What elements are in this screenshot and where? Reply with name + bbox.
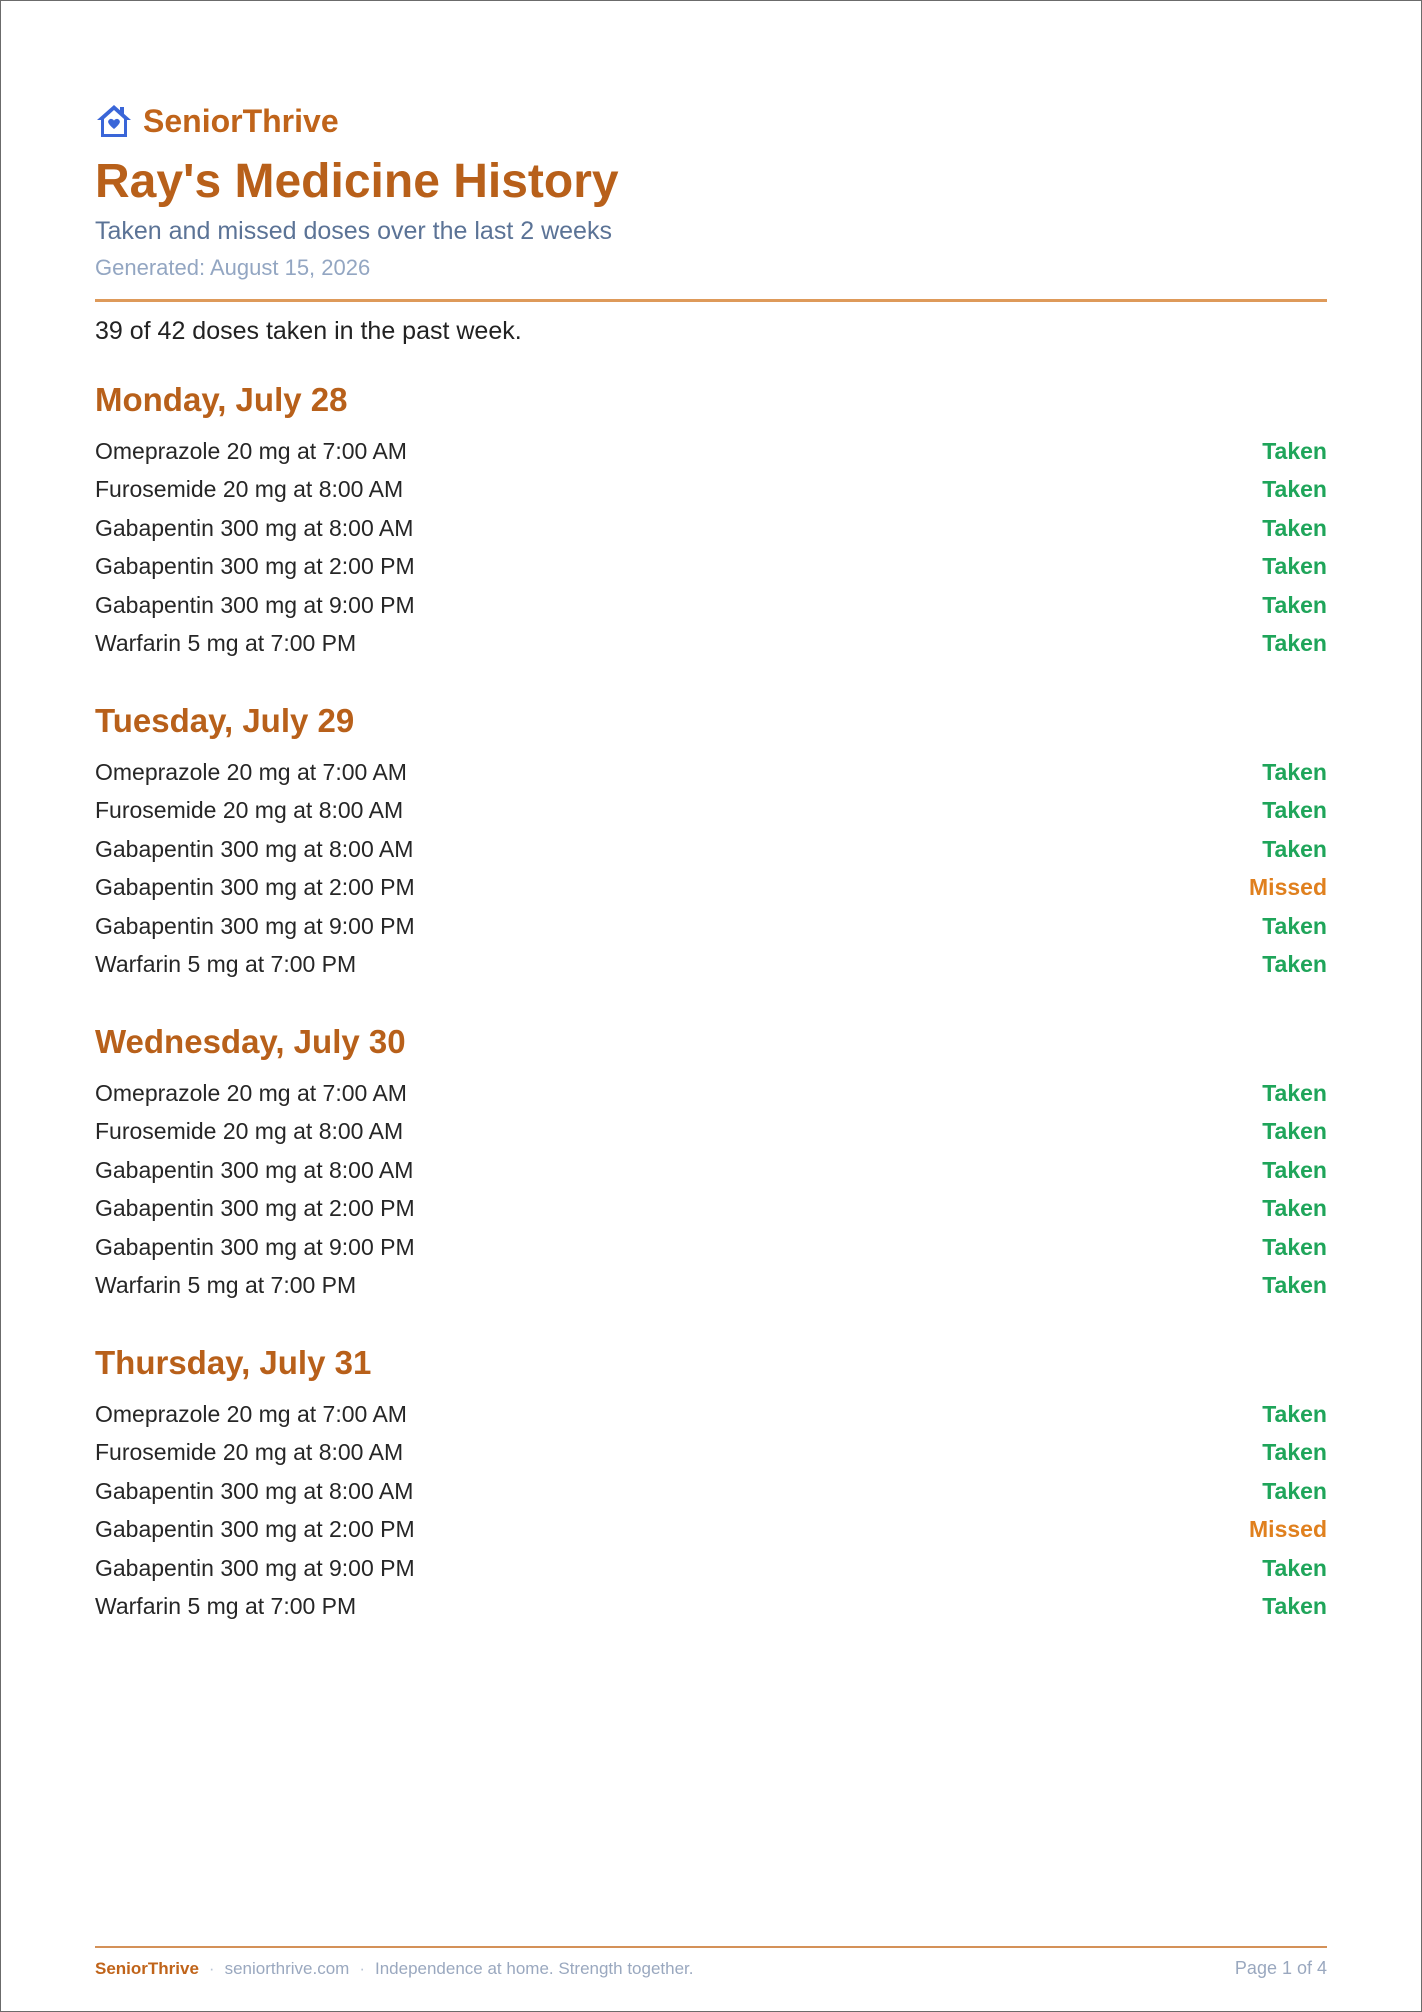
house-heart-icon (95, 103, 133, 139)
dose-label: Furosemide 20 mg at 8:00 AM (95, 1118, 404, 1145)
dose-status: Taken (1262, 1593, 1327, 1620)
dose-row (95, 792, 1327, 831)
page-number: Page 1 of 4 (1234, 1958, 1327, 1978)
dose-status: Taken (1262, 1156, 1327, 1183)
dose-label: Gabapentin 300 mg at 2:00 PM (95, 1516, 415, 1543)
day-section (95, 1020, 1327, 1305)
dose-row (95, 1588, 1327, 1627)
dose-row (95, 1228, 1327, 1267)
brand (95, 101, 1327, 141)
footer-tagline: Independence at home. Strength together. (374, 1958, 694, 1978)
dose-label: Gabapentin 300 mg at 8:00 AM (95, 514, 414, 541)
dose-row (95, 471, 1327, 510)
header-divider (95, 299, 1327, 302)
day-heading: Tuesday, July 29 (95, 702, 355, 739)
dose-row (95, 1395, 1327, 1434)
day-list (95, 378, 1327, 1626)
dose-row (95, 548, 1327, 587)
dose-status: Missed (1249, 1516, 1327, 1543)
dose-label: Gabapentin 300 mg at 9:00 PM (95, 591, 415, 618)
dose-status: Taken (1262, 1079, 1327, 1106)
dose-row (95, 869, 1327, 908)
dose-label: Gabapentin 300 mg at 8:00 AM (95, 1156, 414, 1183)
dose-label: Furosemide 20 mg at 8:00 AM (95, 1439, 404, 1466)
dose-row (95, 753, 1327, 792)
dose-label: Gabapentin 300 mg at 8:00 AM (95, 1477, 414, 1504)
generated-date: Generated: August 15, 2026 (95, 255, 371, 280)
dose-row (95, 1151, 1327, 1190)
day-section (95, 699, 1327, 984)
footer-website[interactable]: seniorthrive.com (224, 1958, 350, 1978)
dose-row (95, 509, 1327, 548)
dose-row (95, 907, 1327, 946)
dose-row (95, 1267, 1327, 1306)
dose-label: Furosemide 20 mg at 8:00 AM (95, 476, 404, 503)
day-heading: Monday, July 28 (95, 381, 348, 418)
dose-status: Taken (1262, 1195, 1327, 1222)
dose-label: Warfarin 5 mg at 7:00 PM (95, 1593, 357, 1620)
day-heading: Thursday, July 31 (95, 1344, 372, 1381)
dose-status: Taken (1262, 912, 1327, 939)
dose-status: Taken (1262, 835, 1327, 862)
dose-row (95, 1190, 1327, 1229)
page-subtitle: Taken and missed doses over the last 2 weeks (95, 217, 612, 245)
dose-label: Gabapentin 300 mg at 9:00 PM (95, 1233, 415, 1260)
dose-label: Omeprazole 20 mg at 7:00 AM (95, 437, 407, 464)
dose-label: Omeprazole 20 mg at 7:00 AM (95, 1079, 407, 1106)
footer-divider (95, 1946, 1327, 1948)
dose-status: Taken (1262, 1118, 1327, 1145)
dose-status: Taken (1262, 630, 1327, 657)
dose-row (95, 1511, 1327, 1550)
dose-status: Taken (1262, 1477, 1327, 1504)
brand-name: SeniorThrive (143, 102, 339, 139)
dose-status: Taken (1262, 1554, 1327, 1581)
day-heading: Wednesday, July 30 (95, 1023, 406, 1060)
dose-status: Taken (1262, 437, 1327, 464)
dose-status: Taken (1262, 476, 1327, 503)
dose-row (95, 1472, 1327, 1511)
dose-status: Taken (1262, 1439, 1327, 1466)
dose-summary: 39 of 42 doses taken in the past week. (95, 317, 522, 345)
dose-status: Taken (1262, 1233, 1327, 1260)
dose-row (95, 830, 1327, 869)
dose-label: Gabapentin 300 mg at 8:00 AM (95, 835, 414, 862)
dose-label: Gabapentin 300 mg at 2:00 PM (95, 553, 415, 580)
dose-status: Taken (1262, 797, 1327, 824)
dose-label: Gabapentin 300 mg at 2:00 PM (95, 1195, 415, 1222)
dose-status: Taken (1262, 514, 1327, 541)
dose-row (95, 1074, 1327, 1113)
dose-label: Warfarin 5 mg at 7:00 PM (95, 630, 357, 657)
dose-status: Taken (1262, 951, 1327, 978)
dose-label: Omeprazole 20 mg at 7:00 AM (95, 758, 407, 785)
dose-label: Warfarin 5 mg at 7:00 PM (95, 951, 357, 978)
page-title: Ray's Medicine History (95, 155, 619, 208)
dose-row (95, 1434, 1327, 1473)
footer-separator: · (359, 1958, 365, 1978)
footer-brand: SeniorThrive (95, 1958, 199, 1978)
footer-separator: · (208, 1958, 215, 1978)
dose-label: Gabapentin 300 mg at 9:00 PM (95, 912, 415, 939)
dose-label: Furosemide 20 mg at 8:00 AM (95, 797, 404, 824)
dose-row (95, 1113, 1327, 1152)
dose-status: Taken (1262, 591, 1327, 618)
day-section (95, 378, 1327, 663)
dose-status: Taken (1262, 1400, 1327, 1427)
dose-row (95, 1549, 1327, 1588)
dose-status: Taken (1262, 553, 1327, 580)
dose-row (95, 432, 1327, 471)
dose-label: Omeprazole 20 mg at 7:00 AM (95, 1400, 407, 1427)
dose-label: Gabapentin 300 mg at 9:00 PM (95, 1554, 415, 1581)
dose-status: Missed (1249, 874, 1327, 901)
day-section (95, 1341, 1327, 1626)
page-footer (95, 1946, 1327, 1979)
dose-row (95, 625, 1327, 664)
page-content (95, 101, 1327, 1626)
dose-row (95, 946, 1327, 985)
dose-status: Taken (1262, 1272, 1327, 1299)
dose-row (95, 586, 1327, 625)
dose-label: Warfarin 5 mg at 7:00 PM (95, 1272, 357, 1299)
dose-label: Gabapentin 300 mg at 2:00 PM (95, 874, 415, 901)
dose-status: Taken (1262, 758, 1327, 785)
